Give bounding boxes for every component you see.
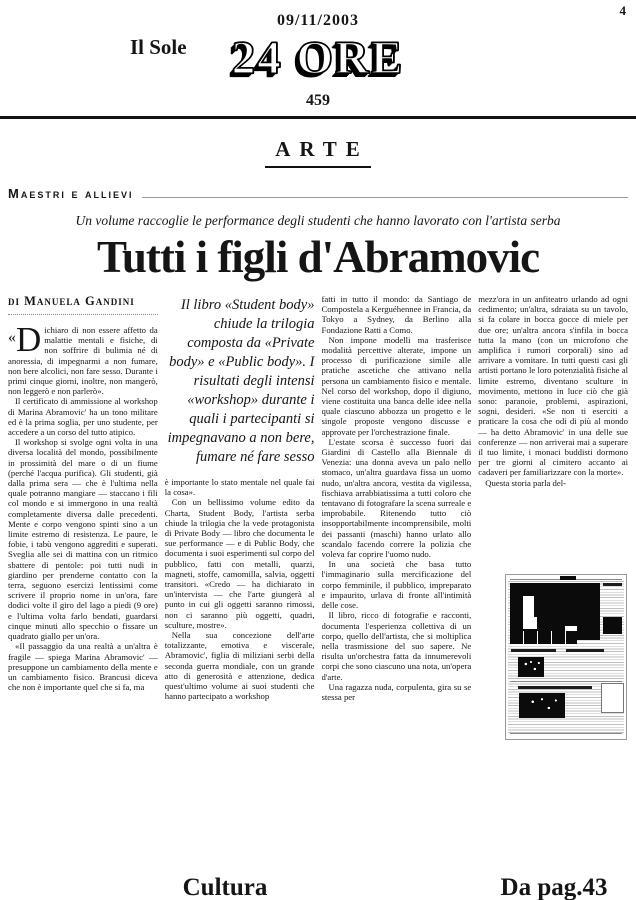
open-quote-mark: «: [8, 329, 16, 346]
thumb-info-box: [601, 683, 625, 713]
thumb-headline-right: [566, 649, 604, 652]
header-rule: [0, 116, 636, 119]
thumb-headline-bottom: [518, 686, 592, 690]
byline: di Manuela Gandini: [8, 294, 158, 315]
thumb-mini-logo: [560, 576, 576, 580]
masthead: [0, 0, 636, 110]
thumb-footer-rule: [510, 733, 623, 734]
thumb-bottom-photo: [519, 693, 565, 718]
paragraph: Questa storia parla del-: [485, 477, 567, 488]
section-title: ARTE: [265, 137, 371, 168]
masthead-date: 09/11/2003: [276, 12, 359, 29]
standfirst: Un volume raccoglie le performance degli studenti che hanno lavorato con l'artista serba: [75, 213, 561, 228]
page-number: 4: [619, 3, 626, 18]
kicker-row: [8, 186, 628, 201]
column-1: [8, 294, 158, 872]
masthead-brand-prefix: Il Sole: [130, 35, 187, 59]
article-headline: Tutti i figli d'Abramovic: [96, 232, 540, 282]
paragraph: è importante lo stato mentale nel quale fai la cosa».: [164, 477, 315, 498]
masthead-issue-number: 459: [306, 92, 330, 109]
paragraph: Il certificato di ammissione al workshop di Marina Abramovic' ha un tono militare ed è la prima soglia, per uno studente, per accedere a un corso del tutto atipico.: [8, 396, 158, 438]
paragraph: Una ragazza nuda, corpulenta, gira su se stessa per: [321, 681, 472, 702]
paragraph: In una società che basa tutto l'immaginario sulla mercificazione del corpo femminile, il pubblico, impreparato e impaurito, urlava di fronte all'intimità delle cose.: [321, 559, 472, 611]
kicker: Maestri e allievi: [8, 186, 134, 201]
pull-quote: Il libro «Student body» chiude la trilogia composta da «Private body» e «Public body». I risultati degli intensi «workshop» durante i quali i partecipanti si impegnavano a non bere, fumare né fare sesso: [167, 297, 315, 465]
paragraph: «Il passaggio da una realtà a un'altra è fragile — spiega Marina Abramovic' — presuppone un cambiamento della mente e un cambiamento fisico. Brancusi diceva che non è importante quel che si fa, ma: [8, 641, 158, 693]
drop-cap: [8, 320, 42, 359]
paragraph: Con un bellissimo volume edito da Charta, Student Body, l'artista serba chiude la trilogia che la vede protagonista di Private Body — libro che documenta le sue performance — e di Public Body, che documenta i suoi esperimenti sul corpo del pubblico, fatti con metalli, quarzi, magneti, stoffe, camomilla, salvia, oggetti transitori. «Credo — ha dichiarato in un'intervista — che l'arte giungerà al punto in cui gli oggetti saranno rimossi, non ci saranno più oggetti, quadri, sculture, mostre».: [164, 497, 315, 630]
paragraph: fatti in tutto il mondo: da Santiago de Compostela a Kerguéhennee in Francia, da Tokyo a Sydney, da Berlino alla Fondazione Ratti a Como.: [321, 294, 472, 335]
drop-cap-letter: D: [16, 320, 42, 359]
masthead-brand-row: [0, 30, 636, 90]
thumb-headline-left: [511, 649, 557, 652]
page-footer: [0, 874, 636, 900]
paragraph: [8, 320, 158, 397]
section-header: [0, 137, 636, 162]
thumb-photo-arm: [576, 583, 600, 640]
paragraph: Non impone modelli ma trasferisce modalità percettive alterate, impone un processo di purificazione simile alle pratiche ascetiche che attivano nella persona un cambiamento fisico e mentale. Nel corso del workshop, dopo il digiuno, viene costituita una banca delle idee nella quale ciascuno abbozza un progetto e le singole proposte vengono discusse e approvate per l'orchestrazione finale.: [321, 334, 472, 437]
paragraph: mezz'ora in un anfiteatro urlando ad ogni cedimento; un'altra, sdraiata su un tavolo, si fa colare in bocca gocce di miele per due ore; un'altra ancora s'infila in bocca tutta la mano (con un microfono che amplifica i rumori corporali) sino ad arrivare a vomitare. In tutti questi casi gli artisti portano le loro potenzialità fisiche al limite estremo, diventano sculture in movimento, mettono in luce ciò che già sono: paranoie, problemi, aspirazioni, sogni, desideri. «Se non ti eserciti a praticare la cosa che odi di più al mondo — ha detto Abramovic' in una delle sue conferenze — non arriverai mai a superare il tuo limite, i monaci buddisti dormono per tre giorni al cimitero accanto ai cadaveri per familiarizzare con la morte».: [478, 294, 628, 478]
thumb-sidebar-photo: [603, 617, 622, 633]
paragraph: Il libro, ricco di fotografie e racconti, documenta l'esperienza collettiva di un corpo, quello dell'artista, che si moltiplica nella trasmissione del suo sapere. Ne risulta un'orchestra fatta da innumerevoli corpi che sono ciascuno una nota, un'opera d'arte.: [321, 610, 472, 682]
footer-page-reference: Da pag.43: [500, 874, 608, 900]
thumb-photo-tiles: [510, 631, 577, 644]
thumb-photo-notch: [523, 617, 537, 628]
masthead-logo: 24 ORE: [231, 32, 405, 84]
page-43-preview-thumbnail: [505, 574, 627, 740]
paragraph: Il workshop si svolge ogni volta in una diversa località del mondo, possibilmente in prossimità del mare o di un fiume (perché l'acqua purifica). Gli studenti, già dalla prima sera — che è l'ultima nella quale potranno mangiare — staccano i fili col mondo e si immergono in una realtà completamente diversa dalle precedenti. Mente e corpo vengono spinti sino a un limite estremo di resistenza. Le paure, le fobie, i tabù vengono aggrediti e superati. Sveglia alle sei di mattina con un ritmico sbattere di pentole: poi tutti nudi in giardino per prenderne contatto con la terra, seguono esercizi lentissimi come scrivere il proprio nome in un'ora, fare dodici volte il giro del lago a piedi (9 ore) e l'ultima volta farlo bendati, guardarsi cinque minuti allo specchio o fissare un quadrato giallo per un'ora.: [8, 437, 158, 642]
column-3: [322, 294, 472, 872]
kicker-rule: [142, 197, 628, 198]
thumb-sidebar-heading: [603, 583, 622, 586]
column-4: [478, 294, 628, 872]
paragraph: L'estate scorsa è successo fuori dai Giardini di Castello alla Biennale di Venezia: una donna aveva un palo nello stomaco, un'altra guardava fissa un uomo nudo, un'altra ancora, vestita da vigilessa, fischiava arrabbiatissima a tutti coloro che tentavano di fotografare la scena surreale e improbabile. Ritenendo tutto ciò insopportabilmente incomprensibile, molti dei passanti (maschi) hanno urlato allo scandalo facendo correre la polizia che voleva far coprire l'uomo nudo.: [321, 436, 472, 560]
paragraph-text: ichiaro di non essere affetto da malattie mentali e fisiche, di non soffrire di bulimia né di anoressia, di impegnarmi a non fumare, non bere alcolici, non fare sesso. Durante i primi cinque giorni, inoltre, non mangerò, non leggerò e non parlerò».: [8, 325, 158, 397]
paragraph: Nella sua concezione dell'arte totalizzante, emotiva e viscerale, Abramovic', figlia di miliziani serbi della seconda guerra mondiale, con un grande atto di generosità e attenzione, dedica quest'ultimo volume ai suoi studenti che hanno partecipato a workshop: [164, 630, 315, 702]
footer-section-label: Cultura: [182, 874, 268, 900]
thumb-small-photo: [518, 657, 544, 677]
column-2: [165, 294, 315, 872]
article-body: [8, 294, 628, 872]
